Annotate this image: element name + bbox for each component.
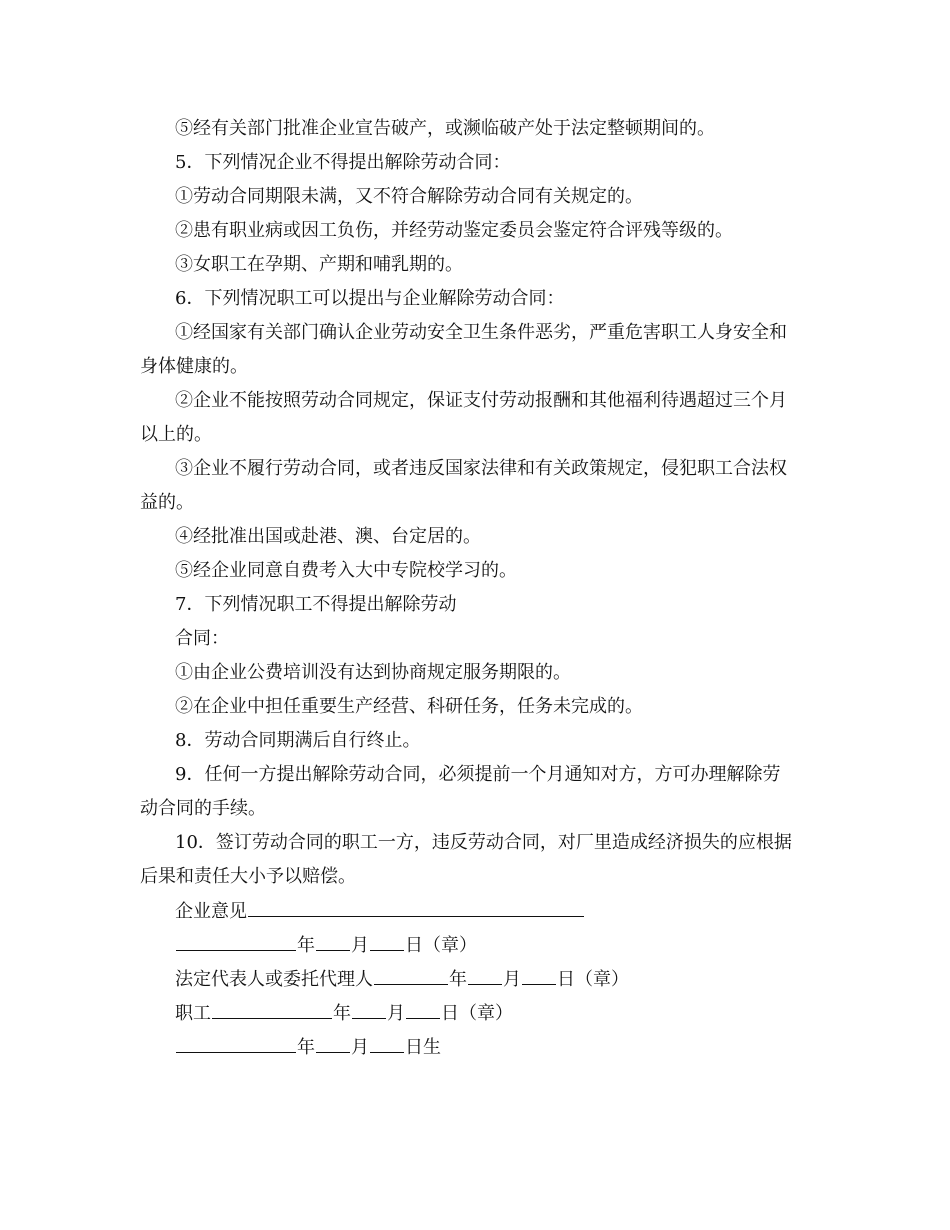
employee-row (140, 996, 814, 1030)
day-blank (522, 962, 556, 985)
month-blank (468, 962, 502, 985)
employee-label: 职工 (175, 1003, 211, 1024)
year-label: 年 (297, 1037, 315, 1058)
clause-5-item-2: ②患有职业病或因工负伤，并经劳动鉴定委员会鉴定符合评残等级的。 (175, 220, 733, 241)
day-blank (406, 996, 440, 1019)
year-label: 年 (449, 969, 467, 990)
month-blank (352, 996, 386, 1019)
clause-7-item-1: ①由企业公费培训没有达到协商规定服务期限的。 (175, 662, 571, 683)
clause-8: 8．劳动合同期满后自行终止。 (175, 730, 421, 751)
month-blank (316, 928, 350, 951)
year-label: 年 (333, 1003, 351, 1024)
clause-10-line-1: 10．签订劳动合同的职工一方，违反劳动合同，对厂里造成经济损失的应根据 (175, 832, 792, 853)
clause-7-heading-line-1: 7．下列情况职工不得提出解除劳动 (175, 594, 457, 615)
clause-6-item-2-line-2: 以上的。 (140, 424, 212, 445)
day-seal-label: 日（章） (441, 1003, 513, 1024)
clause-10-line-2: 后果和责任大小予以赔偿。 (140, 866, 356, 887)
clause-6-item-3-line-1: ③企业不履行劳动合同，或者违反国家法律和有关政策规定，侵犯职工合法权 (175, 458, 787, 479)
clause-9-line-1: 9．任何一方提出解除劳动合同，必须提前一个月通知对方，方可办理解除劳 (175, 764, 781, 785)
clause-6-item-2-line-1: ②企业不能按照劳动合同规定，保证支付劳动报酬和其他福利待遇超过三个月 (175, 390, 787, 411)
clause-7-item-2: ②在企业中担任重要生产经营、科研任务，任务未完成的。 (175, 696, 643, 717)
clause-6-item-5: ⑤经企业同意自费考入大中专院校学习的。 (175, 560, 517, 581)
enterprise-date-row (140, 928, 814, 962)
enterprise-opinion-blank (248, 894, 584, 917)
enterprise-opinion-label: 企业意见 (175, 901, 247, 922)
clause-9-line-2: 动合同的手续。 (140, 798, 266, 819)
clause-6-heading: 6．下列情况职工可以提出与企业解除劳动合同： (175, 288, 565, 309)
representative-blank (374, 962, 448, 985)
enterprise-opinion-row (140, 894, 814, 928)
day-born-label: 日生 (405, 1037, 441, 1058)
representative-row (140, 962, 814, 996)
clause-5-heading: 5．下列情况企业不得提出解除劳动合同： (175, 152, 511, 173)
day-blank (370, 928, 404, 951)
day-seal-label: 日（章） (557, 969, 629, 990)
clause-6-item-1-line-1: ①经国家有关部门确认企业劳动安全卫生条件恶劣，严重危害职工人身安全和 (175, 322, 787, 343)
month-label: 月 (387, 1003, 405, 1024)
year-label: 年 (297, 935, 315, 956)
clause-6-item-4: ④经批准出国或赴港、澳、台定居的。 (175, 526, 481, 547)
clause-6-item-3-line-2: 益的。 (140, 492, 194, 513)
day-blank (370, 1030, 404, 1053)
clause-5-item-3: ③女职工在孕期、产期和哺乳期的。 (175, 254, 463, 275)
month-label: 月 (351, 935, 369, 956)
birth-year-blank (176, 1030, 296, 1053)
day-seal-label: 日（章） (405, 935, 477, 956)
clause-7-heading-line-2: 合同： (175, 628, 229, 649)
clause-5-item-1: ①劳动合同期限未满，又不符合解除劳动合同有关规定的。 (175, 186, 643, 207)
month-label: 月 (503, 969, 521, 990)
employee-blank (212, 996, 332, 1019)
document-page (140, 112, 814, 1064)
month-blank (316, 1030, 350, 1053)
enterprise-year-blank (176, 928, 296, 951)
birth-date-row (140, 1030, 814, 1064)
clause-5-item-5: ⑤经有关部门批准企业宣告破产，或濒临破产处于法定整顿期间的。 (175, 118, 715, 139)
representative-label: 法定代表人或委托代理人 (175, 969, 373, 990)
clause-6-item-1-line-2: 身体健康的。 (140, 356, 248, 377)
month-label: 月 (351, 1037, 369, 1058)
